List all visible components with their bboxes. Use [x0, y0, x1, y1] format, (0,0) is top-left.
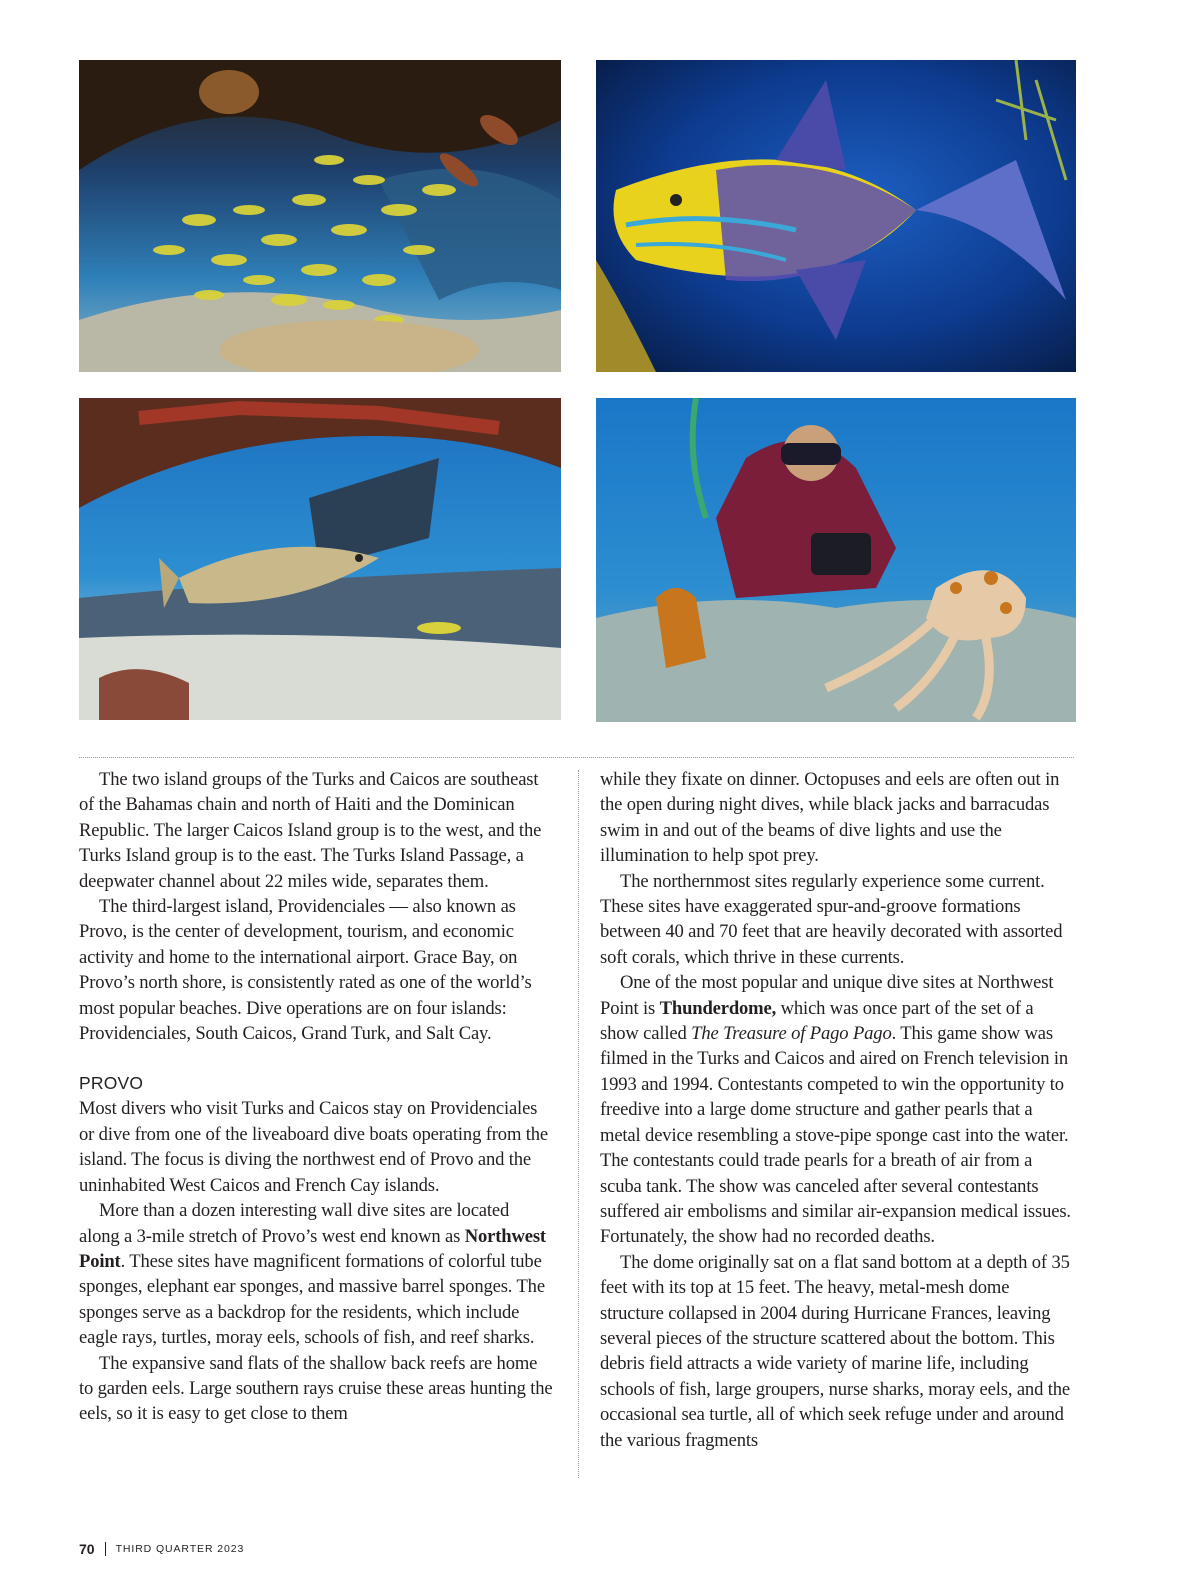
section-heading: PROVO	[79, 1073, 144, 1094]
paragraph: The northernmost sites regularly experience some current. These sites have exaggerated spur-and-groove formations between 40 and 70 feet that are heavily decorated with assorted soft corals, which thrive in these currents.	[600, 870, 1063, 968]
site-name-thunderdome: Thunderdome,	[659, 997, 777, 1019]
footer-separator	[105, 1542, 106, 1556]
paragraph: The expansive sand flats of the shallow back reefs are home to garden eels. Large southern rays cruise these areas hunting the eels, so it is easy to get close to them	[79, 1352, 553, 1425]
column-divider	[578, 770, 579, 1478]
section-divider	[79, 757, 1074, 758]
paragraph: The third-largest island, Providenciales — also known as Provo, is the center of development, tourism, and economic activity and home to the international airport. Grace Bay, on Provo’s north shore, is consistently rated as one of the world’s most popular beaches. Dive operations are on four islands: Providenciales, South Caicos, Grand Turk, and Salt Cay.	[79, 896, 532, 1045]
paragraph: One of the most popular and unique dive sites at Northwest Point is Thunderdome, which was once part of the set of a show called The Treasure of Pago Pago. This game show was filmed in the Turks and Caicos and aired on French television in 1993 and 1994. Contestants competed to win the opportunity to freedive into a large dome structure and gather pearls that a metal device resembling a stove-pipe sponge cast into the water. The contestants could trade pearls for a breath of air from a scuba tank. The show was canceled after several contestants suffered air embolisms and similar air-expansion medical issues. Fortunately, the show had no recorded deaths.	[600, 972, 1071, 1248]
paragraph: Most divers who visit Turks and Caicos stay on Providenciales or dive from one of the liveaboard dive boats operating from the island. The focus is diving the northwest end of Provo and the uninhabited West Caicos and French Cay islands.	[79, 1098, 549, 1196]
paragraph: while they fixate on dinner. Octopuses and eels are often out in the open during night dives, while black jacks and barracudas swim in and out of the beams of dive lights and use the illumination to help spot prey.	[600, 769, 1060, 867]
photo-diver-octopus	[596, 398, 1076, 722]
paragraph: More than a dozen interesting wall dive sites are located along a 3-mile stretch of Provo’s west end known as Northwest Point. These sites have magnificent formations of colorful tube sponges, elephant ear sponges, and massive barrel sponges. The sponges serve as a backdrop for the residents, which include eagle rays, turtles, moray eels, schools of fish, and reef sharks.	[79, 1200, 546, 1349]
page-number: 70	[79, 1541, 95, 1557]
left-column	[79, 767, 554, 1427]
issue-label: THIRD QUARTER 2023	[115, 1543, 245, 1555]
right-column	[600, 767, 1075, 1453]
photo-grunt-school	[79, 60, 561, 372]
page-footer	[79, 1541, 244, 1557]
paragraph: The dome originally sat on a flat sand bottom at a depth of 35 feet with its top at 15 feet. The heavy, metal-mesh dome structure collapsed in 2004 during Hurricane Frances, leaving several pieces of the structure scattered about the bottom. This debris field attracts a wide variety of marine life, including schools of fish, large groupers, nurse sharks, moray eels, and the occasional sea turtle, all of which seek refuge under and around the various fragments	[600, 1251, 1070, 1451]
show-title: The Treasure of Pago Pago	[691, 1023, 892, 1045]
photo-grouper-wreck	[79, 398, 561, 720]
site-name-northwest-point: Northwest Point	[79, 1225, 546, 1272]
paragraph: The two island groups of the Turks and Caicos are southeast of the Bahamas chain and north of Haiti and the Dominican Republic. The larger Caicos Island group is to the west, and the Turks Island group is to the east. The Turks Island Passage, a deepwater channel about 22 miles wide, separates them.	[79, 769, 542, 892]
photo-queen-triggerfish	[596, 60, 1076, 372]
